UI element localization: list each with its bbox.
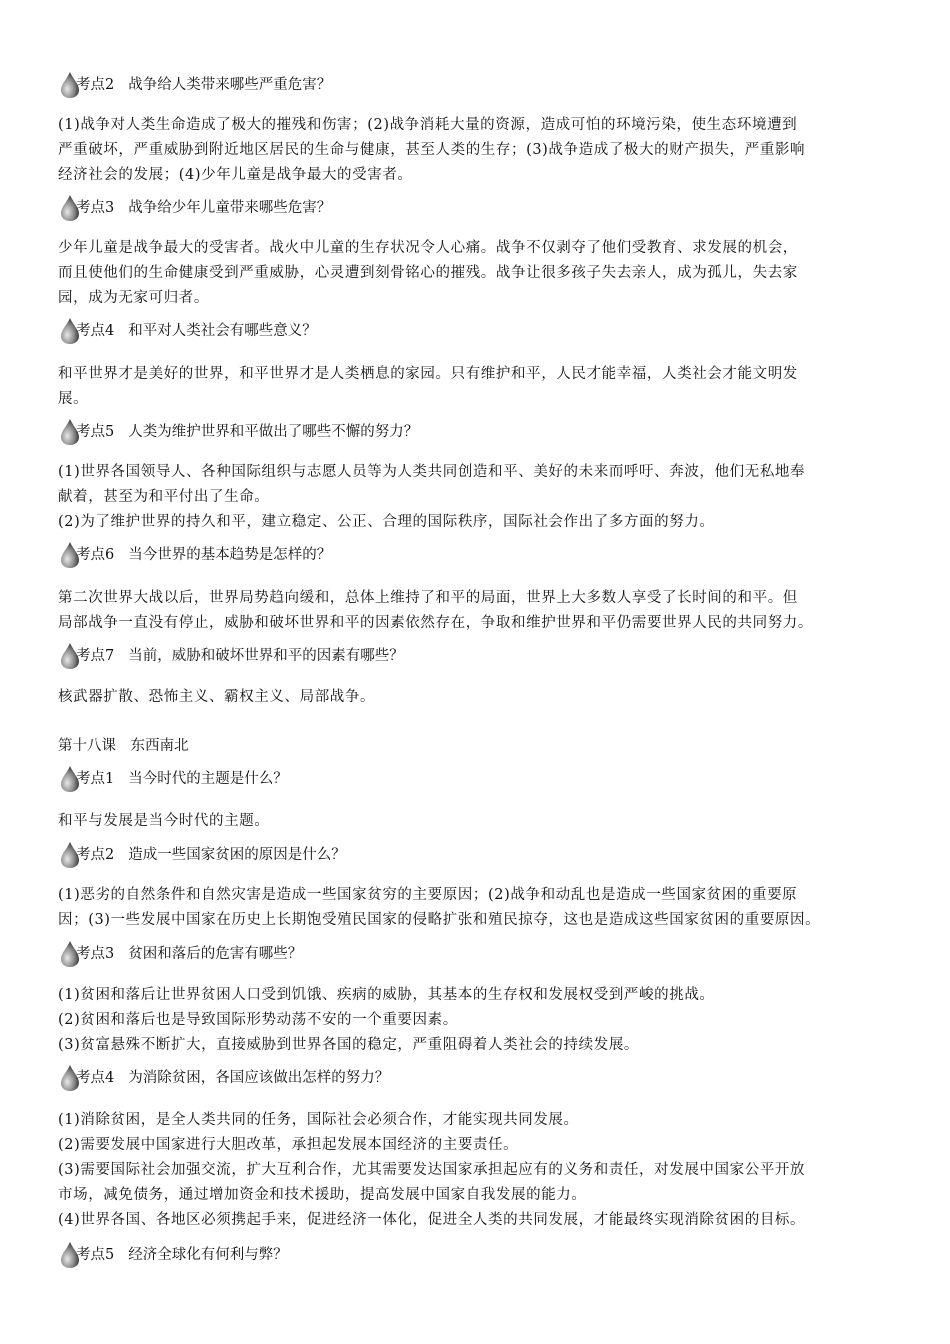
answer-line: 局部战争一直没有停止，威胁和破坏世界和平的因素依然存在，争取和维护世界和平仍需要世界人民的共同努力。 bbox=[58, 615, 813, 631]
kaodian-heading bbox=[58, 764, 918, 794]
answer-line: (3)贫富悬殊不断扩大，直接威胁到世界各国的稳定，严重阻碍着人类社会的持续发展。 bbox=[58, 1037, 640, 1053]
kaodian-label: 考点7 bbox=[76, 648, 115, 664]
kaodian-question: 战争给人类带来哪些严重危害？ bbox=[128, 77, 332, 93]
answer-line: 经济社会的发展；(4)少年儿童是战争最大的受害者。 bbox=[58, 167, 413, 183]
answer-line: 严重破坏，严重威胁到附近地区居民的生命与健康，甚至人类的生存；(3)战争造成了极大的财产损失，严重影响 bbox=[58, 142, 806, 158]
kaodian-question: 经济全球化有何利与弊？ bbox=[128, 1247, 288, 1263]
kaodian-label: 考点1 bbox=[76, 771, 115, 787]
kaodian-question: 人类为维护世界和平做出了哪些不懈的努力？ bbox=[128, 424, 419, 440]
answer-line: (4)世界各国、各地区必须携起手来，促进经济一体化，促进全人类的共同发展，才能最终实现消除贫困的目标。 bbox=[58, 1212, 806, 1228]
answer-line: 少年儿童是战争最大的受害者。战火中儿童的生存状况令人心痛。战争不仅剥夺了他们受教育、求发展的机会， bbox=[58, 240, 798, 256]
answer-line: 献着，甚至为和平付出了生命。 bbox=[58, 489, 270, 505]
kaodian-heading bbox=[58, 540, 918, 570]
answer-line: (2)为了维护世界的持久和平，建立稳定、公正、合理的国际秩序，国际社会作出了多方面的努力。 bbox=[58, 514, 715, 530]
kaodian-heading bbox=[58, 939, 918, 969]
answer-line: (2)需要发展中国家进行大胆改革，承担起发展本国经济的主要责任。 bbox=[58, 1137, 519, 1153]
kaodian-label: 考点4 bbox=[76, 323, 115, 339]
kaodian-question: 当前，威胁和破坏世界和平的因素有哪些？ bbox=[128, 648, 404, 664]
kaodian-label: 考点4 bbox=[76, 1070, 115, 1086]
answer-line: (2)贫困和落后也是导致国际形势动荡不安的一个重要因素。 bbox=[58, 1012, 458, 1028]
lesson-title: 第十八课 东西南北 bbox=[58, 738, 189, 754]
answer-line: (1)恶劣的自然条件和自然灾害是造成一些国家贫穷的主要原因；(2)战争和动乱也是造成一些国家贫困的重要原 bbox=[58, 887, 798, 903]
kaodian-heading bbox=[58, 840, 918, 870]
kaodian-heading bbox=[58, 1063, 918, 1093]
answer-line: 展。 bbox=[58, 391, 89, 407]
kaodian-heading bbox=[58, 316, 918, 346]
answer-line: 市场，减免债务，通过增加资金和技术援助，提高发展中国家自我发展的能力。 bbox=[58, 1187, 587, 1203]
kaodian-label: 考点5 bbox=[76, 1247, 115, 1263]
answer-line: 园，成为无家可归者。 bbox=[58, 290, 209, 306]
answer-line: 核武器扩散、恐怖主义、霸权主义、局部战争。 bbox=[58, 689, 376, 705]
answer-line: 和平与发展是当今时代的主题。 bbox=[58, 813, 270, 829]
kaodian-question: 为消除贫困，各国应该做出怎样的努力？ bbox=[128, 1070, 390, 1086]
kaodian-heading bbox=[58, 641, 918, 671]
answer-line: 而且使他们的生命健康受到严重威胁，心灵遭到刻骨铭心的摧残。战争让很多孩子失去亲人，成为孤儿，失去家 bbox=[58, 265, 798, 281]
kaodian-question: 战争给少年儿童带来哪些危害？ bbox=[128, 200, 332, 216]
kaodian-heading bbox=[58, 193, 918, 223]
kaodian-heading bbox=[58, 1240, 918, 1270]
kaodian-label: 考点3 bbox=[76, 200, 115, 216]
answer-line: 第二次世界大战以后，世界局势趋向缓和，总体上维持了和平的局面，世界上大多数人享受了长时间的和平。但 bbox=[58, 590, 798, 606]
answer-line: 因；(3)一些发展中国家在历史上长期饱受殖民国家的侵略扩张和殖民掠夺，这也是造成这些国家贫困的重要原因。 bbox=[58, 912, 821, 928]
kaodian-label: 考点2 bbox=[76, 77, 115, 93]
kaodian-label: 考点5 bbox=[76, 424, 115, 440]
answer-line: (1)战争对人类生命造成了极大的摧残和伤害；(2)战争消耗大量的资源，造成可怕的环境污染，使生态环境遭到 bbox=[58, 117, 798, 133]
kaodian-question: 当今世界的基本趋势是怎样的？ bbox=[128, 547, 332, 563]
kaodian-label: 考点6 bbox=[76, 547, 115, 563]
answer-line: (1)贫困和落后让世界贫困人口受到饥饿、疾病的威胁，其基本的生存权和发展权受到严峻的挑战。 bbox=[58, 987, 715, 1003]
kaodian-heading bbox=[58, 70, 918, 100]
kaodian-question: 造成一些国家贫困的原因是什么？ bbox=[128, 847, 346, 863]
kaodian-heading bbox=[58, 417, 918, 447]
answer-line: 和平世界才是美好的世界，和平世界才是人类栖息的家园。只有维护和平，人民才能幸福，人类社会才能文明发 bbox=[58, 366, 798, 382]
answer-line: (3)需要国际社会加强交流，扩大互利合作，尤其需要发达国家承担起应有的义务和责任，对发展中国家公平开放 bbox=[58, 1162, 806, 1178]
kaodian-question: 当今时代的主题是什么？ bbox=[128, 771, 288, 787]
answer-line: (1)消除贫困，是全人类共同的任务，国际社会必须合作，才能实现共同发展。 bbox=[58, 1112, 579, 1128]
kaodian-label: 考点3 bbox=[76, 946, 115, 962]
answer-line: (1)世界各国领导人、各种国际组织与志愿人员等为人类共同创造和平、美好的未来而呼吁、奔波，他们无私地奉 bbox=[58, 464, 806, 480]
kaodian-question: 贫困和落后的危害有哪些？ bbox=[128, 946, 303, 962]
kaodian-question: 和平对人类社会有哪些意义？ bbox=[128, 323, 317, 339]
kaodian-label: 考点2 bbox=[76, 847, 115, 863]
